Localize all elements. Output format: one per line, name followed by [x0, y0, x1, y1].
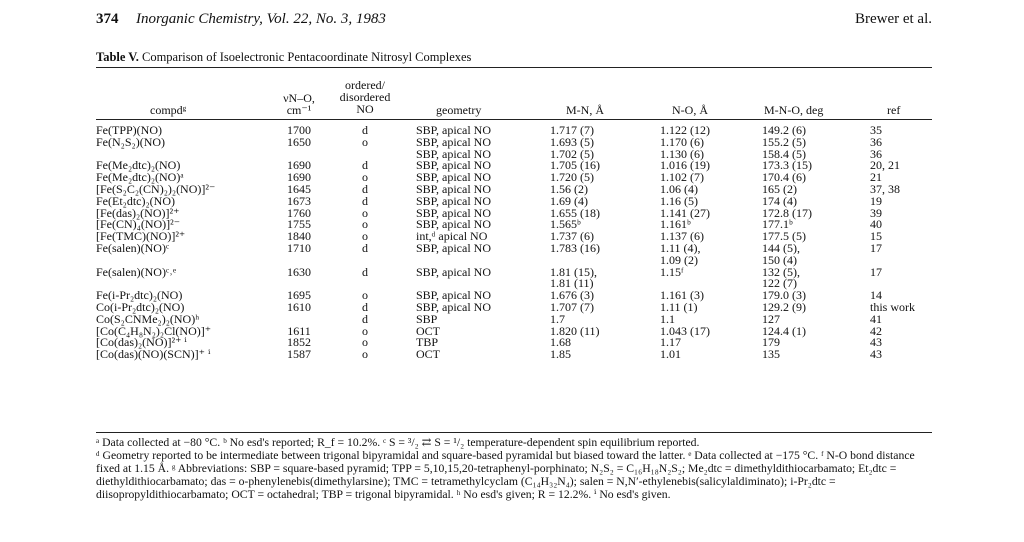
cell-n-o: 1.130 (6): [660, 147, 704, 161]
cell-m-n-o: 179.0 (3): [762, 288, 806, 302]
cell-ordered: o: [362, 217, 368, 231]
column-header-m-n: M-N, Å: [566, 103, 604, 117]
cell-m-n: 1.720 (5): [550, 170, 594, 184]
cell-m-n-o: 122 (7): [762, 276, 797, 290]
cell-geometry: SBP: [416, 312, 438, 326]
cell-nu: 1755: [287, 217, 311, 231]
cell-ref: 35: [870, 123, 882, 137]
cell-ordered: o: [362, 135, 368, 149]
cell-m-n: 1.85: [550, 347, 571, 361]
cell-ref: 20, 21: [870, 158, 900, 172]
cell-m-n: 1.705 (16): [550, 158, 600, 172]
cell-ordered: d: [362, 123, 368, 137]
cell-n-o: 1.137 (6): [660, 229, 704, 243]
cell-n-o: 1.15ᶠ: [660, 265, 684, 279]
cell-ordered: d: [362, 158, 368, 172]
cell-compound: Fe(i-Pr₂dtc)₂(NO): [96, 288, 183, 302]
cell-ordered: d: [362, 312, 368, 326]
cell-geometry: SBP, apical NO: [416, 147, 491, 161]
cell-compound: [Co(das)(NO)(SCN)]⁺ ⁱ: [96, 347, 211, 361]
cell-ordered: o: [362, 347, 368, 361]
cell-geometry: SBP, apical NO: [416, 241, 491, 255]
cell-ordered: d: [362, 265, 368, 279]
cell-n-o: 1.161ᵇ: [660, 217, 691, 231]
cell-m-n: 1.717 (7): [550, 123, 594, 137]
cell-ref: 43: [870, 347, 882, 361]
cell-geometry: SBP, apical NO: [416, 217, 491, 231]
cell-ordered: o: [362, 229, 368, 243]
cell-n-o: 1.09 (2): [660, 253, 698, 267]
cell-nu: 1760: [287, 206, 311, 220]
cell-geometry: SBP, apical NO: [416, 158, 491, 172]
cell-m-n-o: 177.1ᵇ: [762, 217, 793, 231]
cell-compound: Fe(salen)(NO)ᶜ˒ᵉ: [96, 265, 177, 279]
cell-m-n-o: 165 (2): [762, 182, 797, 196]
cell-ordered: o: [362, 288, 368, 302]
cell-compound: Fe(N₂S₂)(NO): [96, 135, 166, 149]
cell-m-n: 1.702 (5): [550, 147, 594, 161]
footnote-line-1: ᵃ Data collected at −80 °C. ᵇ No esd's reported; R_f = 10.2%. ᶜ S = ³/₂ ⇄ S = ¹/₂ temperature-dependent spin equilibrium reported.: [96, 436, 700, 449]
cell-n-o: 1.102 (7): [660, 170, 704, 184]
cell-ref: 40: [870, 217, 882, 231]
cell-n-o: 1.11 (4),: [660, 241, 701, 255]
column-header-ordered: ordered/: [345, 78, 385, 92]
cell-ordered: d: [362, 300, 368, 314]
cell-ref: 41: [870, 312, 882, 326]
cell-nu: 1610: [287, 300, 311, 314]
cell-ref: 39: [870, 206, 882, 220]
cell-n-o: 1.141 (27): [660, 206, 710, 220]
table-footnotes: [96, 436, 932, 501]
cell-m-n-o: 177.5 (5): [762, 229, 806, 243]
cell-compound: Fe(salen)(NO)ᶜ: [96, 241, 170, 255]
cell-nu: 1690: [287, 170, 311, 184]
cell-ordered: o: [362, 170, 368, 184]
column-header-ref: ref: [887, 103, 901, 117]
cell-compound: Fe(Et₂dtc)₂(NO): [96, 194, 176, 208]
cell-ref: 42: [870, 324, 882, 338]
column-header-geometry: geometry: [436, 103, 482, 117]
author-running-head: Brewer et al.: [854, 11, 932, 27]
cell-m-n-o: 150 (4): [762, 253, 797, 267]
cell-n-o: 1.122 (12): [660, 123, 710, 137]
page-number: 374: [96, 11, 119, 27]
cell-compound: Co(S₂CNMe₂)₂(NO)ʰ: [96, 312, 200, 326]
cell-m-n-o: 124.4 (1): [762, 324, 806, 338]
column-header-disordered: disordered: [339, 90, 391, 104]
cell-n-o: 1.06 (4): [660, 182, 698, 196]
cell-m-n: 1.69 (4): [550, 194, 588, 208]
cell-ref: 43: [870, 335, 882, 349]
cell-geometry: SBP, apical NO: [416, 135, 491, 149]
cell-m-n-o: 144 (5),: [762, 241, 800, 255]
cell-nu: 1852: [287, 335, 311, 349]
column-header-nu-unit: cm⁻¹: [286, 103, 312, 117]
cell-ref: 21: [870, 170, 882, 184]
cell-nu: 1611: [287, 324, 311, 338]
cell-m-n: 1.68: [550, 335, 571, 349]
column-header-m-n-o: M-N-O, deg: [764, 103, 824, 117]
cell-ref: this work: [870, 300, 915, 314]
cell-compound: Fe(Me₂dtc)₂(NO): [96, 158, 181, 172]
cell-nu: 1587: [287, 347, 311, 361]
cell-ref: 17: [870, 265, 882, 279]
cell-n-o: 1.170 (6): [660, 135, 704, 149]
table-caption-text: Comparison of Isoelectronic Pentacoordinate Nitrosyl Complexes: [141, 50, 472, 64]
cell-ordered: o: [362, 206, 368, 220]
footnote-line-2: ᵈ Geometry reported to be intermediate between trigonal bipyramidal and square-based pyramidal but biased toward the latter. ᵉ Data collected at −175 °C. ᶠ N-O bond distance fixed at 1.15 Å. ᵍ Abbreviations: SBP = square-based pyramid; TPP = 5,10,15,20-tetraphenyl-porphinato; N₂S₂ = C₁₆H₁₈N₂S₂; Me₂dtc = dimethyldithiocarbamato; Et₂dtc = diethyldithiocarbamato; das = o-phenylenebis(dimethylarsine); TMC = tetramethylcyclam (C₁₄H₃₂N₄); salen = N,N′-ethylenebis(salicylaldiminato); i-Pr₂dtc = diisopropyldithiocarbamato; OCT = octahedral; TBP = trigonal bipyramidal. ʰ No esd's given; R = 12.2%. ⁱ No esd's given.: [96, 449, 915, 501]
cell-m-n-o: 155.2 (5): [762, 135, 806, 149]
cell-ref: 37, 38: [870, 182, 900, 196]
cell-geometry: OCT: [416, 347, 440, 361]
cell-compound: [Co(das)₂(NO)]²⁺ ⁱ: [96, 335, 187, 349]
cell-ref: 36: [870, 147, 882, 161]
cell-ordered: d: [362, 241, 368, 255]
cell-geometry: SBP, apical NO: [416, 170, 491, 184]
cell-geometry: OCT: [416, 324, 440, 338]
column-header-compd: compdᵍ: [150, 103, 187, 117]
cell-compound: [Fe(das)₂(NO)]²⁺: [96, 206, 180, 220]
cell-ordered: d: [362, 182, 368, 196]
cell-nu: 1630: [287, 265, 311, 279]
table-bottom-rule: [96, 432, 932, 433]
cell-m-n: 1.81 (11): [550, 276, 594, 290]
cell-m-n-o: 135: [762, 347, 780, 361]
cell-ordered: o: [362, 335, 368, 349]
column-header-no: NO: [356, 102, 374, 116]
cell-geometry: int,ᵈ apical NO: [416, 229, 488, 243]
cell-m-n-o: 170.4 (6): [762, 170, 806, 184]
table-top-rule: [96, 67, 932, 68]
cell-compound: Fe(TPP)(NO): [96, 123, 162, 137]
journal-title: Inorganic Chemistry, Vol. 22, No. 3, 1983: [136, 11, 386, 27]
cell-compound: Fe(Me₂dtc)₂(NO)ᵃ: [96, 170, 184, 184]
cell-compound: [Fe(S₂C₂(CN)₂)₂(NO)]²⁻: [96, 182, 216, 196]
cell-n-o: 1.1: [660, 312, 675, 326]
cell-m-n-o: 179: [762, 335, 780, 349]
cell-m-n: 1.81 (15),: [550, 265, 597, 279]
cell-nu: 1690: [287, 158, 311, 172]
cell-geometry: SBP, apical NO: [416, 300, 491, 314]
cell-compound: [Fe(CN)₄(NO)]²⁻: [96, 217, 181, 231]
cell-ref: 14: [870, 288, 882, 302]
column-header-n-o: N-O, Å: [672, 103, 708, 117]
cell-geometry: SBP, apical NO: [416, 182, 491, 196]
cell-m-n: 1.707 (7): [550, 300, 594, 314]
column-header-nu: νN–O,: [283, 91, 315, 105]
cell-m-n: 1.7: [550, 312, 565, 326]
cell-m-n-o: 174 (4): [762, 194, 797, 208]
cell-m-n-o: 158.4 (5): [762, 147, 806, 161]
cell-m-n-o: 129.2 (9): [762, 300, 806, 314]
cell-m-n: 1.783 (16): [550, 241, 600, 255]
cell-geometry: SBP, apical NO: [416, 194, 491, 208]
table-caption: [96, 50, 471, 65]
cell-geometry: SBP, apical NO: [416, 206, 491, 220]
cell-n-o: 1.16 (5): [660, 194, 698, 208]
cell-nu: 1695: [287, 288, 311, 302]
cell-n-o: 1.17: [660, 335, 681, 349]
cell-compound: Co(i-Pr₂dtc)₂(NO): [96, 300, 185, 314]
cell-m-n: 1.655 (18): [550, 206, 600, 220]
cell-m-n-o: 149.2 (6): [762, 123, 806, 137]
cell-n-o: 1.043 (17): [660, 324, 710, 338]
cell-m-n-o: 127: [762, 312, 780, 326]
cell-nu: 1645: [287, 182, 311, 196]
cell-ref: 15: [870, 229, 882, 243]
cell-n-o: 1.11 (1): [660, 300, 698, 314]
cell-nu: 1840: [287, 229, 311, 243]
cell-m-n-o: 132 (5),: [762, 265, 800, 279]
cell-m-n-o: 173.3 (15): [762, 158, 812, 172]
cell-ref: 19: [870, 194, 882, 208]
cell-nu: 1710: [287, 241, 311, 255]
cell-m-n: 1.565ᵇ: [550, 217, 581, 231]
cell-nu: 1673: [287, 194, 311, 208]
cell-geometry: SBP, apical NO: [416, 288, 491, 302]
cell-m-n: 1.737 (6): [550, 229, 594, 243]
table-header-rule: [96, 119, 932, 120]
cell-geometry: SBP, apical NO: [416, 265, 491, 279]
cell-n-o: 1.016 (19): [660, 158, 710, 172]
cell-nu: 1700: [287, 123, 311, 137]
cell-n-o: 1.01: [660, 347, 681, 361]
cell-ref: 17: [870, 241, 882, 255]
cell-nu: 1650: [287, 135, 311, 149]
cell-compound: [Co(C₄H₈N₂)₂Cl(NO)]⁺: [96, 324, 212, 338]
cell-ref: 36: [870, 135, 882, 149]
cell-geometry: SBP, apical NO: [416, 123, 491, 137]
cell-compound: [Fe(TMC)(NO)]²⁺: [96, 229, 186, 243]
cell-n-o: 1.161 (3): [660, 288, 704, 302]
cell-m-n: 1.676 (3): [550, 288, 594, 302]
cell-ordered: o: [362, 324, 368, 338]
table-label: Table V.: [96, 50, 139, 64]
cell-geometry: TBP: [416, 335, 439, 349]
cell-m-n: 1.56 (2): [550, 182, 588, 196]
cell-m-n-o: 172.8 (17): [762, 206, 812, 220]
cell-m-n: 1.820 (11): [550, 324, 600, 338]
cell-ordered: d: [362, 194, 368, 208]
cell-m-n: 1.693 (5): [550, 135, 594, 149]
